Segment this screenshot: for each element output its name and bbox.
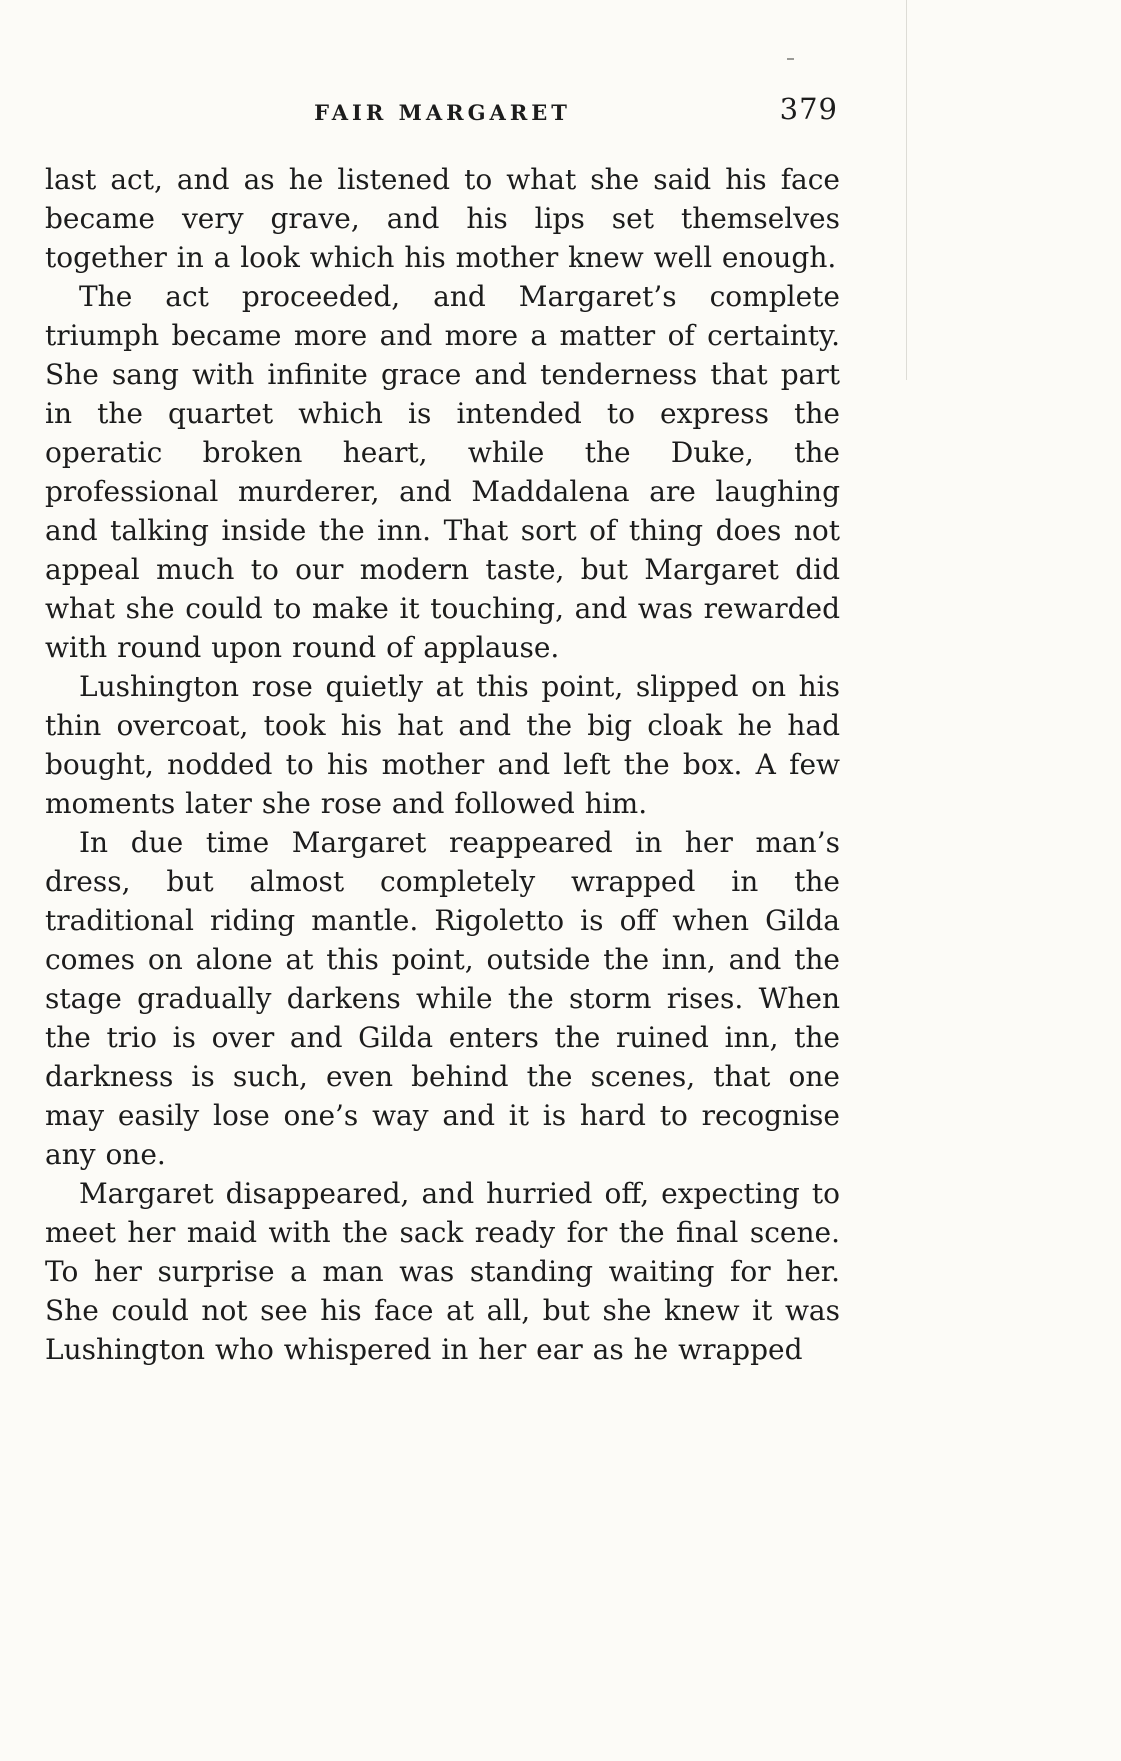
paragraph: Lushington rose quietly at this point, slipped on his thin overcoat, took his hat and the big cloak he had bought, nodded to his mother and left the box. A few moments later she rose and followed him.	[45, 670, 840, 820]
page-number: 379	[779, 92, 838, 126]
running-header	[45, 92, 840, 132]
scan-edge-line	[906, 0, 907, 380]
paragraph-continuation: last act, and as he listened to what she said his face became very grave, and his lips set themselves together in a look which his mother knew well enough.	[45, 163, 840, 274]
scan-artifact-dash	[787, 58, 794, 60]
paragraph: Margaret disappeared, and hurried off, expecting to meet her maid with the sack ready for the final scene. To her surprise a man was standing waiting for her. She could not see his face at all, but she knew it was Lushington who whispered in her ear as he wrapped	[45, 1177, 840, 1366]
paragraph: In due time Margaret reappeared in her man’s dress, but almost completely wrapped in the traditional riding mantle. Rigoletto is off when Gilda comes on alone at this point, outside the inn, and the stage gradually darkens while the storm rises. When the trio is over and Gilda enters the ruined inn, the darkness is such, even behind the scenes, that one may easily lose one’s way and it is hard to recognise any one.	[45, 826, 840, 1171]
body-text	[45, 160, 840, 1369]
paragraph: The act proceeded, and Margaret’s complete triumph became more and more a matter of certainty. She sang with infinite grace and tenderness that part in the quartet which is intended to express the operatic broken heart, while the Duke, the professional murderer, and Maddalena are laughing and talking inside the inn. That sort of thing does not appeal much to our modern taste, but Margaret did what she could to make it touching, and was rewarded with round upon round of applause.	[45, 280, 840, 664]
running-title: FAIR MARGARET	[314, 100, 571, 125]
